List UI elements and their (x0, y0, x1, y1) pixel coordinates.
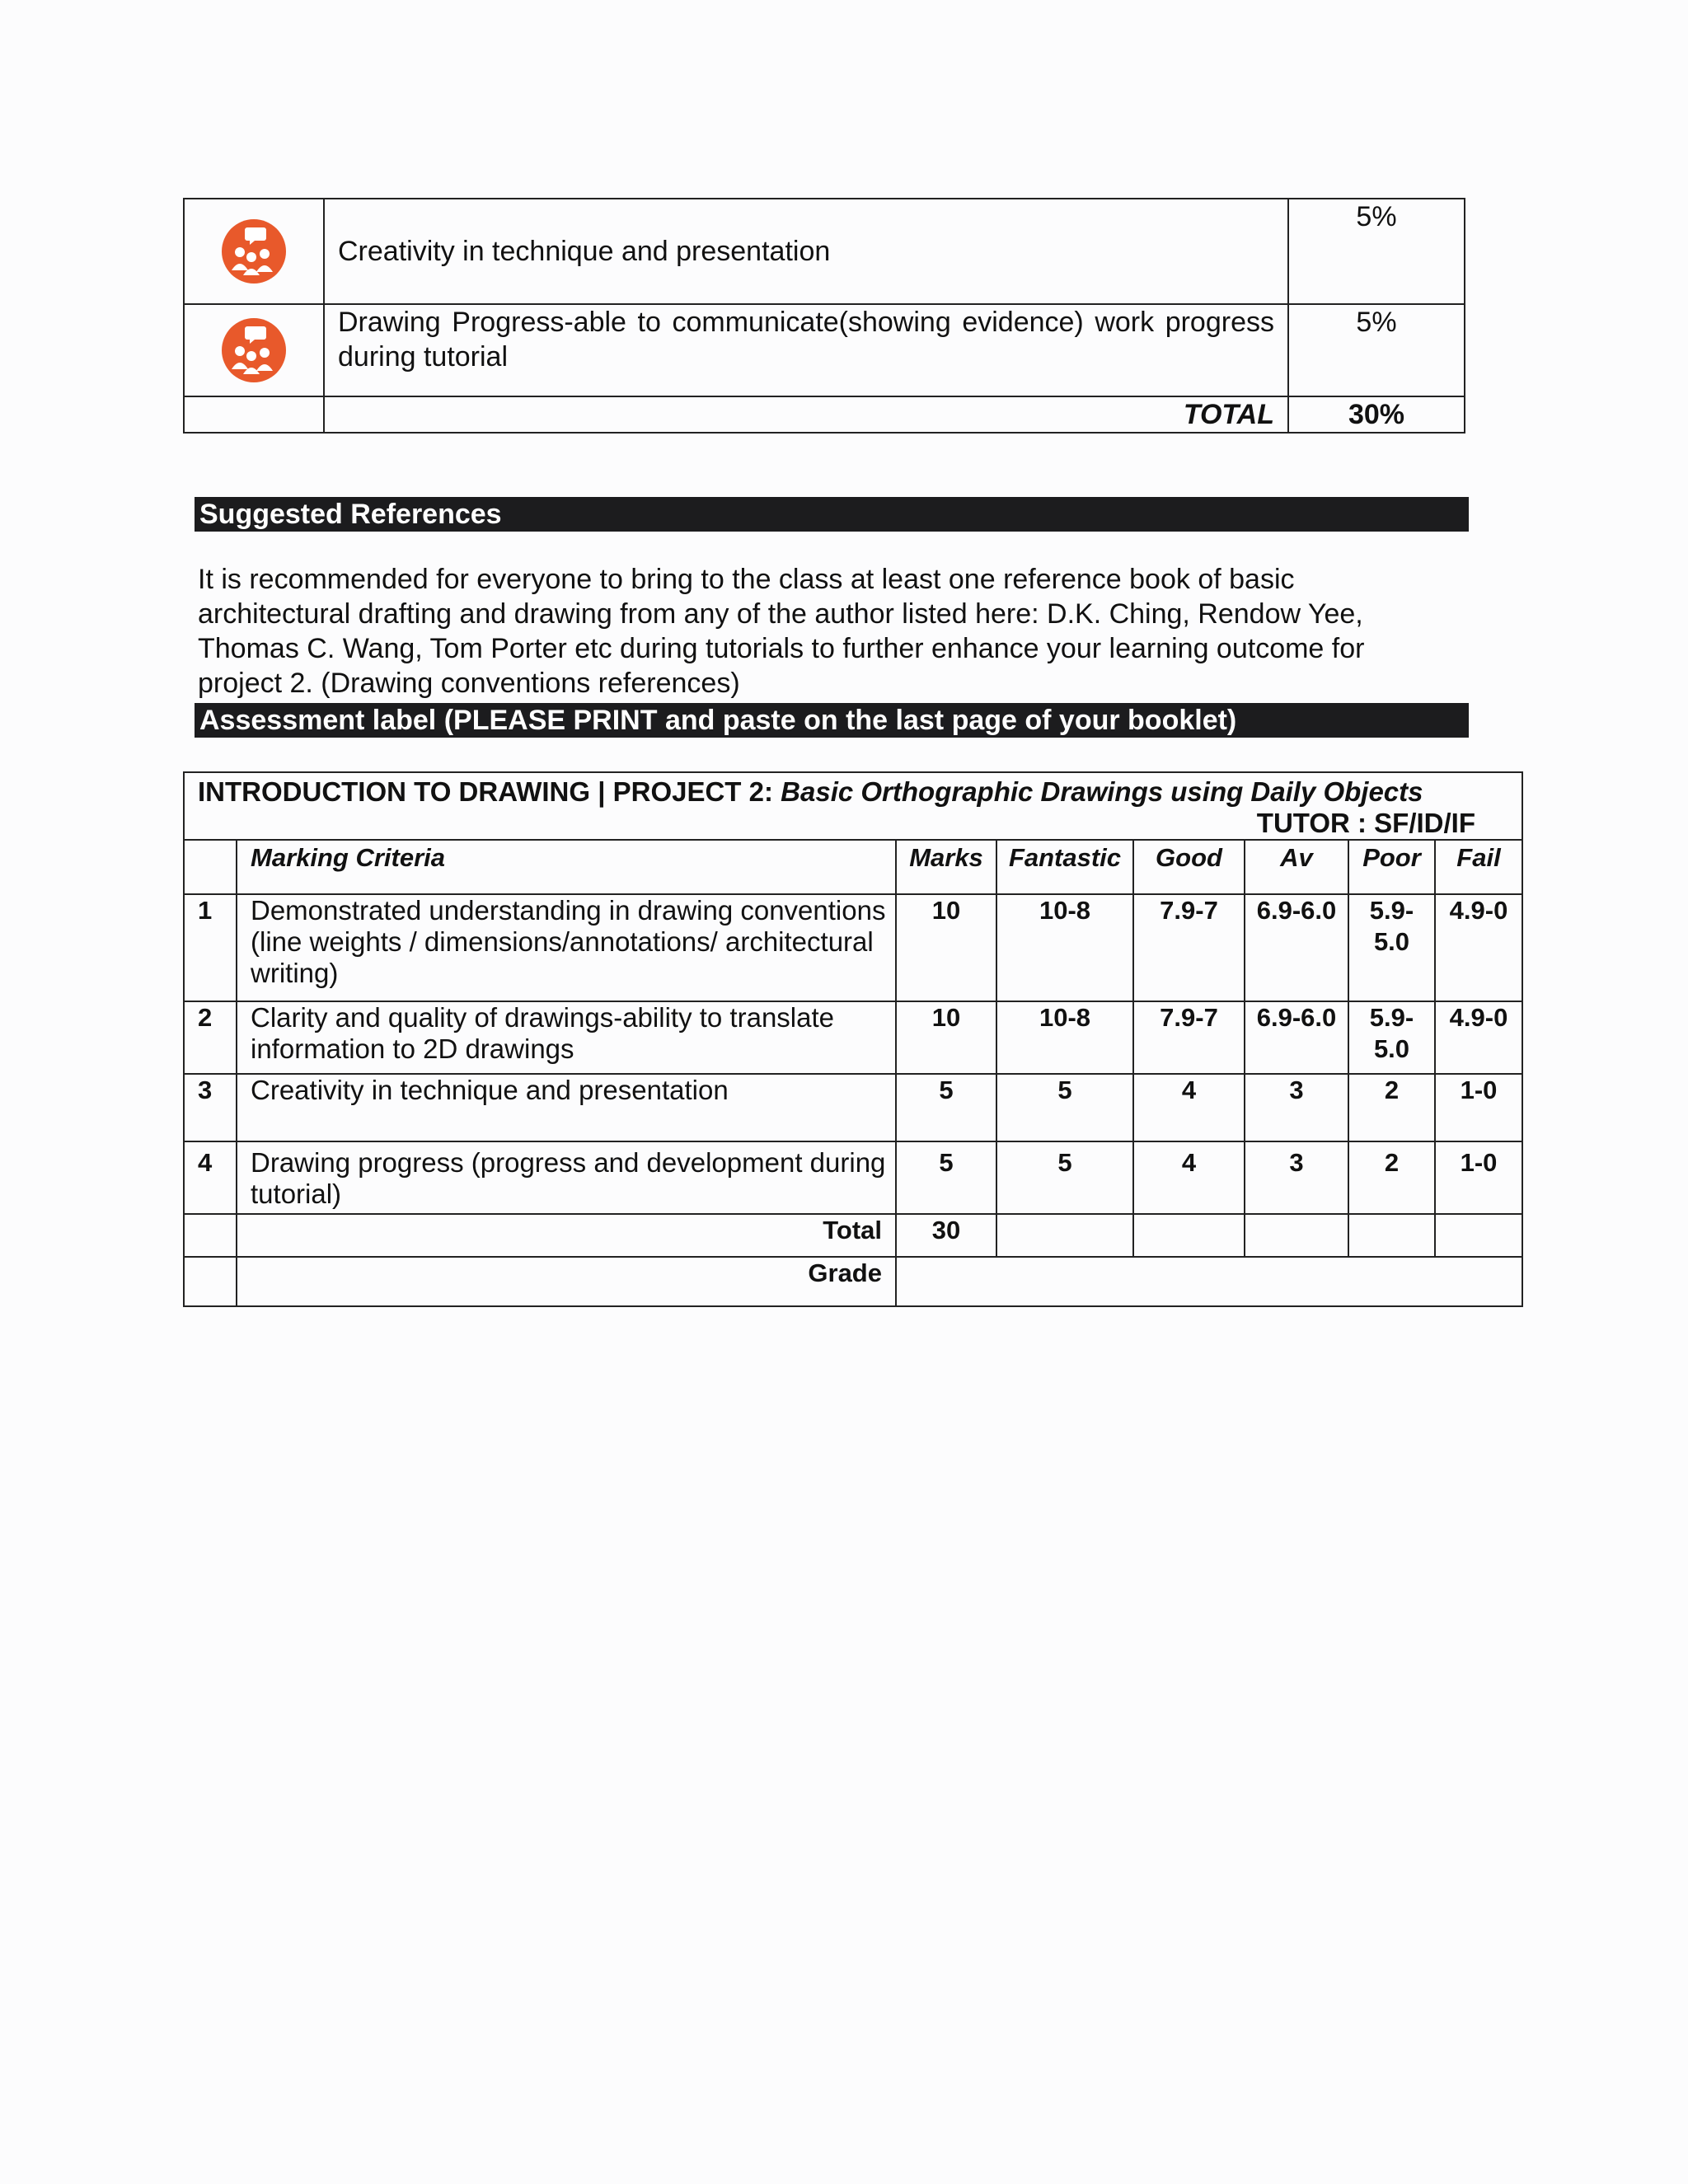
criteria-description: Creativity in technique and presentation (324, 199, 1288, 304)
row-criteria: Demonstrated understanding in drawing conventions (line weights / dimensions/annotations/ architectural writing) (237, 894, 896, 1001)
header-good: Good (1133, 840, 1245, 894)
criteria-icon-cell (184, 199, 324, 304)
table-row (184, 894, 1522, 1001)
row-number: 3 (184, 1074, 237, 1141)
row-poor: 2 (1348, 1074, 1435, 1141)
grade-value-cell (896, 1257, 1522, 1306)
header-marks: Marks (896, 840, 996, 894)
assessment-title (184, 772, 1522, 840)
criteria-row (184, 304, 1465, 396)
assessment-title-prefix: INTRODUCTION TO DRAWING | PROJECT 2: (198, 776, 773, 807)
table-row (184, 1074, 1522, 1141)
empty-cell (1245, 1214, 1348, 1257)
table-row (184, 1001, 1522, 1074)
criteria-table (183, 198, 1465, 434)
empty-cell (184, 1257, 237, 1306)
row-fantastic: 10-8 (996, 894, 1133, 1001)
row-poor: 5.9-5.0 (1348, 894, 1435, 1001)
row-poor: 2 (1348, 1141, 1435, 1214)
assessment-label-table (183, 771, 1523, 1307)
row-fantastic: 5 (996, 1074, 1133, 1141)
row-marks: 5 (896, 1074, 996, 1141)
references-heading: Suggested References (195, 497, 1469, 532)
total-label: Total (237, 1214, 896, 1257)
row-fail: 4.9-0 (1435, 894, 1522, 1001)
criteria-percent: 5% (1288, 199, 1465, 304)
row-good: 7.9-7 (1133, 894, 1245, 1001)
assessment-title-italic: Basic Orthographic Drawings using Daily Objects (781, 776, 1423, 807)
group-discussion-icon (222, 219, 286, 284)
criteria-icon-cell (184, 304, 324, 396)
row-fail: 1-0 (1435, 1141, 1522, 1214)
empty-cell (996, 1214, 1133, 1257)
header-fail: Fail (1435, 840, 1522, 894)
header-fantastic: Fantastic (996, 840, 1133, 894)
row-criteria: Creativity in technique and presentation (237, 1074, 896, 1141)
row-number: 4 (184, 1141, 237, 1214)
header-empty (184, 840, 237, 894)
row-poor: 5.9-5.0 (1348, 1001, 1435, 1074)
group-discussion-icon (222, 318, 286, 382)
row-good: 4 (1133, 1074, 1245, 1141)
row-criteria: Drawing progress (progress and development during tutorial) (237, 1141, 896, 1214)
assessment-title-row (184, 772, 1522, 840)
tutor-label: TUTOR : SF/ID/IF (1256, 808, 1475, 838)
row-marks: 10 (896, 1001, 996, 1074)
empty-cell (1348, 1214, 1435, 1257)
row-number: 2 (184, 1001, 237, 1074)
row-marks: 10 (896, 894, 996, 1001)
total-value: 30 (896, 1214, 996, 1257)
total-value: 30% (1288, 396, 1465, 433)
total-label: TOTAL (324, 396, 1288, 433)
empty-cell (184, 396, 324, 433)
table-header-row (184, 840, 1522, 894)
empty-cell (1435, 1214, 1522, 1257)
total-row (184, 1214, 1522, 1257)
row-av: 3 (1245, 1074, 1348, 1141)
row-av: 3 (1245, 1141, 1348, 1214)
assessment-heading: Assessment label (PLEASE PRINT and paste on the last page of your booklet) (195, 703, 1469, 738)
row-fail: 1-0 (1435, 1074, 1522, 1141)
row-fantastic: 5 (996, 1141, 1133, 1214)
row-fail: 4.9-0 (1435, 1001, 1522, 1074)
table-row (184, 1141, 1522, 1214)
row-good: 4 (1133, 1141, 1245, 1214)
row-criteria: Clarity and quality of drawings-ability to translate information to 2D drawings (237, 1001, 896, 1074)
row-av: 6.9-6.0 (1245, 1001, 1348, 1074)
empty-cell (184, 1214, 237, 1257)
criteria-row (184, 199, 1465, 304)
header-av: Av (1245, 840, 1348, 894)
row-av: 6.9-6.0 (1245, 894, 1348, 1001)
criteria-description: Drawing Progress-able to communicate(showing evidence) work progress during tutorial (324, 304, 1288, 396)
grade-row (184, 1257, 1522, 1306)
row-good: 7.9-7 (1133, 1001, 1245, 1074)
empty-cell (1133, 1214, 1245, 1257)
header-poor: Poor (1348, 840, 1435, 894)
row-marks: 5 (896, 1141, 996, 1214)
grade-label: Grade (237, 1257, 896, 1306)
row-number: 1 (184, 894, 237, 1001)
references-text: It is recommended for everyone to bring to the class at least one reference book of basic architectural drafting and drawing from any of the author listed here: D.K. Ching, Rendow Yee, Thomas C. Wang, Tom Porter etc during tutorials to further enhance your learning outcome for project 2. (Drawing conventions references) (198, 564, 1365, 699)
row-fantastic: 10-8 (996, 1001, 1133, 1074)
header-marking-criteria: Marking Criteria (237, 840, 896, 894)
criteria-percent: 5% (1288, 304, 1465, 396)
criteria-total-row (184, 396, 1465, 433)
